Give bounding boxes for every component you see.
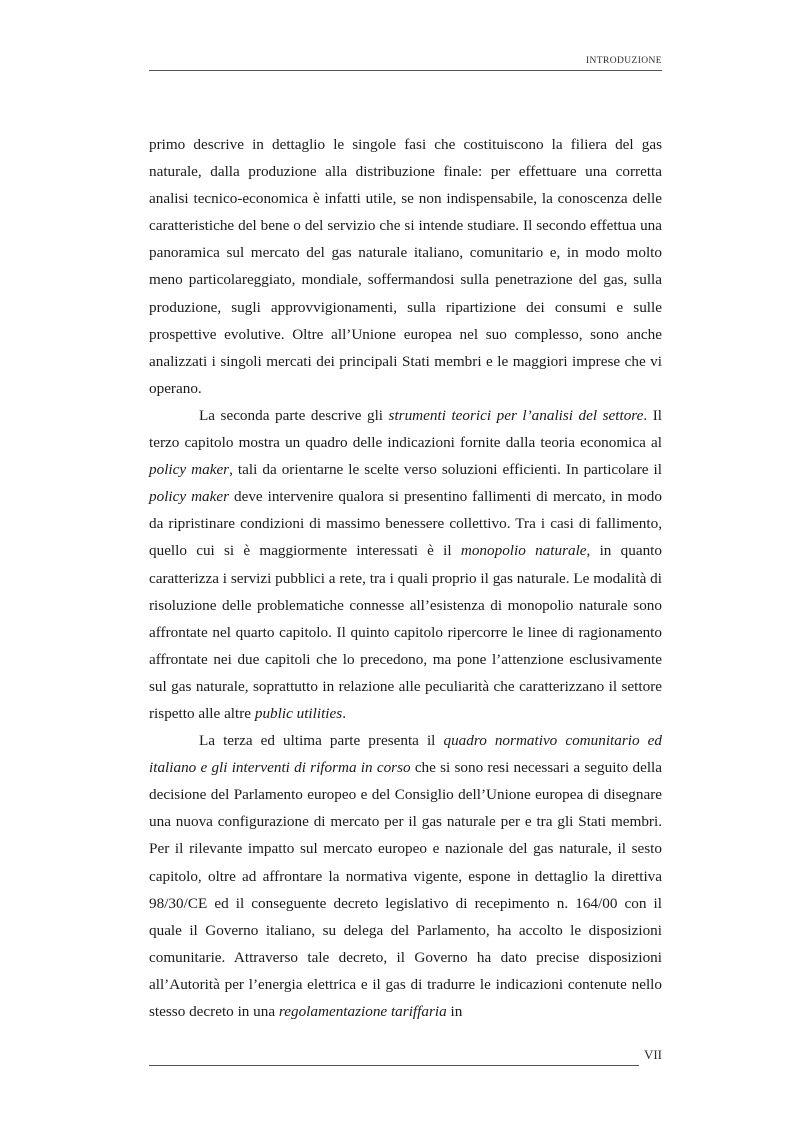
paragraph-1 xyxy=(149,131,662,402)
paragraph-2-text: . xyxy=(342,704,346,722)
paragraph-2-text: . Il terzo capitolo mostra un quadro delle indicazioni fornite dalla teoria economica al xyxy=(149,406,662,452)
emphasis-policy-maker: policy maker xyxy=(149,488,230,506)
emphasis-policy-maker: policy maker xyxy=(149,461,230,479)
paragraph-3-text: in xyxy=(446,1003,463,1020)
paragraph-3 xyxy=(149,727,662,1025)
paragraph-2 xyxy=(149,402,662,727)
body-text xyxy=(149,131,662,1025)
paragraph-2-text: La seconda parte descrive gli xyxy=(199,406,389,424)
paragraph-2-text: , tali da orientarne le scelte verso soluzioni efficienti. In particolare il xyxy=(229,461,662,479)
emphasis-monopolio-naturale: monopolio naturale xyxy=(460,542,587,560)
paragraph-3-text: La terza ed ultima parte presenta il xyxy=(199,732,444,750)
page-number: VII xyxy=(643,1047,662,1062)
emphasis-quadro-normativo: quadro normativo comunitario ed italiano e gli interventi di riforma in corso xyxy=(149,732,662,777)
paragraph-1-text: primo descrive in dettaglio le singole fasi che costituiscono la filiera del gas naturale, dalla produzione alla distribuzione finale: per effettuare una corretta analisi tecnico-economica è infatti utile, se non indispensabile, la conoscenza delle caratteristiche del bene o del servizio che si intende studiare. Il secondo effettua una panoramica sul mercato del gas naturale italiano, comunitario e, in modo molto meno particolareggiato, mondiale, soffermandosi sulla penetrazione del gas, sulla produzione, sugli approvvigionamenti, sulla ripartizione dei consumi e sulle prospettive evolutive. Oltre all’Unione europea nel suo complesso, sono anche analizzati i singoli mercati dei principali Stati membri e le maggiori imprese che vi operano. xyxy=(149,136,662,397)
running-header: INTRODUZIONE xyxy=(585,56,662,66)
emphasis-regolamentazione-tariffaria: regolamentazione tariffaria xyxy=(278,1003,447,1020)
emphasis-public-utilities: public utilities xyxy=(254,704,343,722)
paragraph-2-text: , in quanto caratterizza i servizi pubblici a rete, tra i quali proprio il gas naturale. Le modalità di risoluzione delle problematiche connesse all’esistenza di monopolio naturale sono affrontate nel quarto capitolo. Il quinto capitolo ripercorre le linee di ragionamento affrontate nei due capitoli che lo precedono, ma pone l’attenzione esclusivamente sul gas naturale, soprattutto in relazione alle peculiarità che caratterizzano il settore rispetto alle altre xyxy=(149,542,662,722)
paragraph-3-text: che si sono resi necessari a seguito della decisione del Parlamento europeo e del Consiglio dell’Unione europea di disegnare una nuova configurazione di mercato per il gas naturale per e tra gli Stati membri. Per il rilevante impatto sul mercato europeo e nazionale del gas naturale, il sesto capitolo, oltre ad affrontare la normativa vigente, espone in dettaglio la direttiva 98/30/CE ed il conseguente decreto legislativo di recepimento n. 164/00 con il quale il Governo italiano, su delega del Parlamento, ha accolto le disposizioni comunitarie. Attraverso tale decreto, il Governo ha dato precise disposizioni all’Autorità per l’energia elettrica e il gas di tradurre le indicazioni contenute nello stesso decreto in una xyxy=(149,759,662,1020)
paragraph-2-text: deve intervenire qualora si presentino fallimenti di mercato, in modo da ripristinare condizioni di massimo benessere collettivo. Tra i casi di fallimento, quello cui si è maggiormente interessati è il xyxy=(149,488,662,560)
emphasis-strumenti-teorici: strumenti teorici per l’analisi del settore xyxy=(388,406,644,424)
footer-rule xyxy=(149,1065,639,1066)
header-rule xyxy=(149,70,662,71)
